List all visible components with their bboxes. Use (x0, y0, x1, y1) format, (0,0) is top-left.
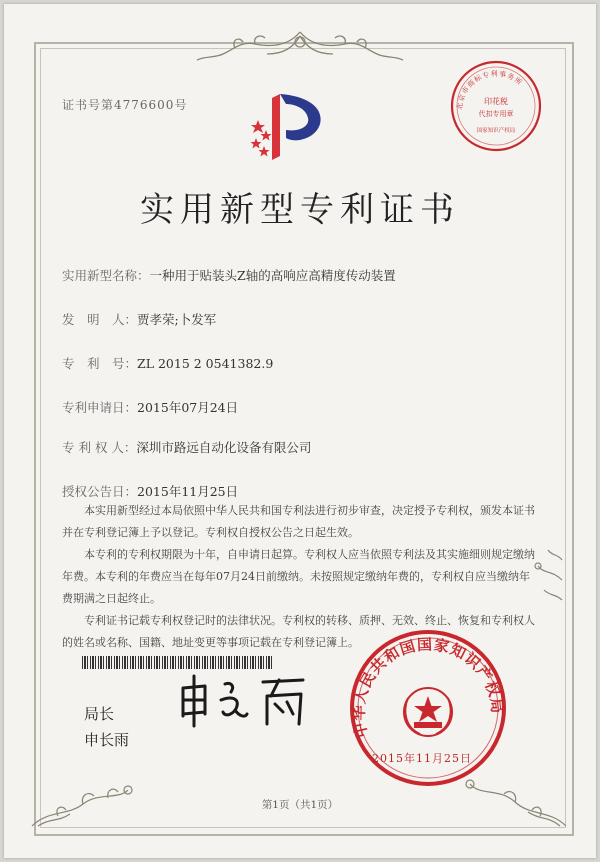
field-label: 发 明 人： (62, 312, 138, 327)
signatory-title: 局长 (84, 705, 115, 723)
body-paragraph: 专利证书记载专利权登记时的法律状况。专利权的转移、质押、无效、终止、恢复和专利权人的姓名或名称、国籍、地址变更等事项记载在专利登记簿上。 (62, 614, 535, 649)
agency-seal-line2: 代扣专用章 (478, 110, 514, 118)
agency-seal-line1: 印花税 (484, 97, 508, 106)
field-inventors (62, 310, 216, 328)
agency-seal-ring-text: 北京市商标专利事务所 (455, 69, 524, 111)
office-seal-ring-text: 中华人民共和国国家知识产权局 (349, 635, 507, 740)
bottom-left-ornament (28, 760, 158, 830)
field-grant-date (62, 482, 238, 500)
body-paragraph: 本专利的专利权期限为十年，自申请日起算。专利权人应当依照专利法及其实施细则规定缴纳年费。本专利的年费应当在每年07月24日前缴纳。未按照规定缴纳年费的，专利权自应当缴纳年费期满之日起终止。 (62, 548, 535, 605)
handwritten-signature (175, 670, 315, 730)
field-label: 专利申请日： (62, 400, 138, 415)
patent-office-logo (250, 92, 330, 164)
signatory-name: 申长雨 (84, 731, 130, 749)
field-value: 深圳市路远自动化设备有限公司 (136, 440, 312, 455)
certificate-number: 证书号第4776600号 (62, 98, 188, 112)
page-number: 第1页（共1页） (261, 799, 339, 811)
field-value: 一种用于贴装头Z轴的高响应高精度传动装置 (149, 268, 396, 283)
field-label: 专 利 号： (62, 356, 138, 371)
field-patent-number (62, 354, 273, 372)
document-title: 实用新型专利证书 (140, 190, 460, 230)
agency-seal-line3: 国家知识产权局 (476, 128, 516, 134)
field-application-date (62, 398, 238, 416)
top-ornament (195, 26, 405, 66)
barcode (82, 656, 272, 669)
field-value: 贾孝荣;卜发军 (137, 312, 217, 327)
agency-seal (448, 58, 544, 154)
field-value: 2015年07月24日 (137, 400, 239, 415)
field-value: 2015年11月25日 (137, 484, 239, 499)
field-patentee (62, 438, 311, 456)
field-label: 授权公告日： (62, 484, 138, 499)
body-paragraph: 本实用新型经过本局依照中华人民共和国专利法进行初步审查，决定授予专利权，颁发本证书并在专利登记簿上予以登记。专利权自授权公告之日起生效。 (62, 504, 535, 539)
seal-date: 2015年11月25日 (372, 752, 472, 765)
field-label: 实用新型名称： (62, 268, 150, 283)
field-label: 专 利 权 人： (62, 440, 137, 455)
field-utility-model-name (62, 266, 396, 284)
field-value: ZL 2015 2 0541382.9 (137, 356, 274, 371)
